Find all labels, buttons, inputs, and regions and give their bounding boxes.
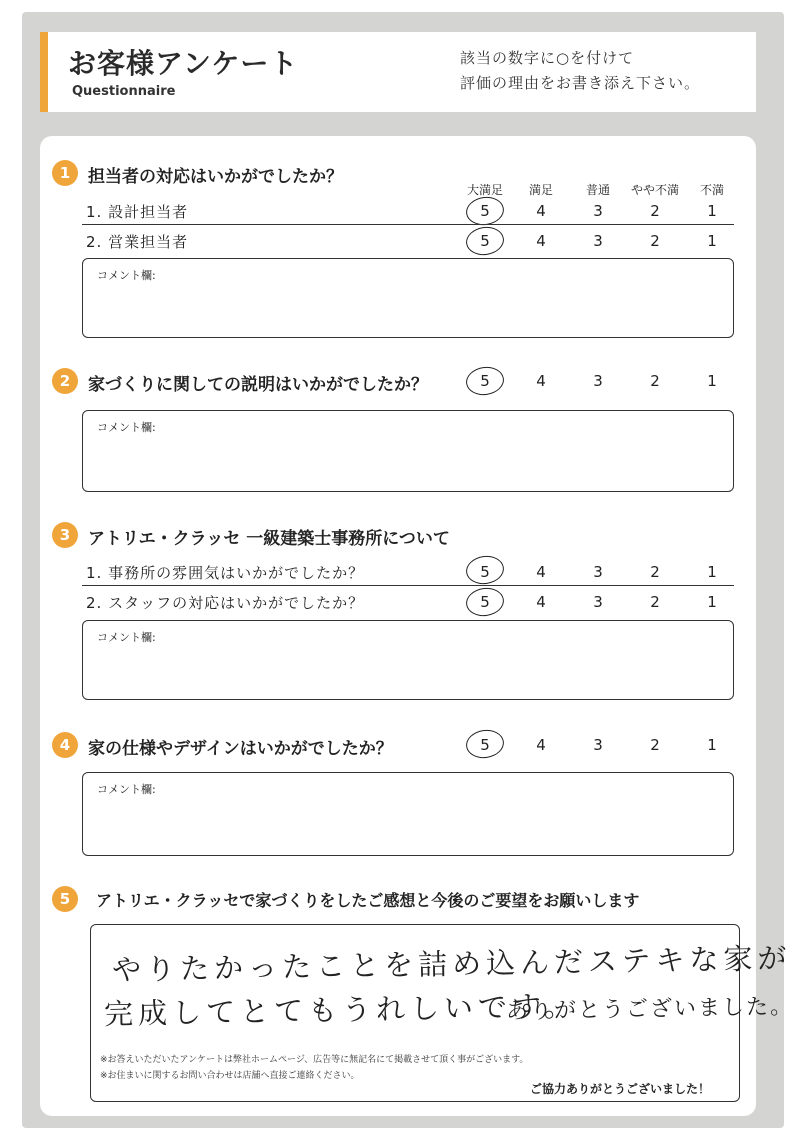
row-divider <box>82 585 734 586</box>
rating-option-4[interactable]: 4 <box>536 563 546 581</box>
rating-option-2[interactable]: 2 <box>650 593 660 611</box>
rating-option-5[interactable]: 5 <box>480 736 490 754</box>
instruction-line-1: 該当の数字に○を付けて <box>460 49 635 67</box>
comment-box-3[interactable] <box>82 620 734 700</box>
rating-option-1[interactable]: 1 <box>707 736 717 754</box>
comment-box-2[interactable] <box>82 410 734 492</box>
rating-option-1[interactable]: 1 <box>707 232 717 250</box>
question-1-item-1: 1. 設計担当者 <box>86 203 189 221</box>
rating-option-5[interactable]: 5 <box>480 372 490 390</box>
rating-option-5[interactable]: 5 <box>480 593 490 611</box>
question-3-text: アトリエ・クラッセ 一級建築士事務所について <box>88 529 450 549</box>
rating-option-3[interactable]: 3 <box>593 372 603 390</box>
instruction-line-2: 評価の理由をお書き添え下さい。 <box>460 74 701 92</box>
rating-option-1[interactable]: 1 <box>707 202 717 220</box>
rating-option-5[interactable]: 5 <box>480 232 490 250</box>
handwritten-answer-line-2: 完成してとてもうれしいです。 <box>103 988 578 1032</box>
rating-option-1[interactable]: 1 <box>707 372 717 390</box>
rating-option-4[interactable]: 4 <box>536 232 546 250</box>
header-accent-bar <box>40 32 48 112</box>
rating-option-2[interactable]: 2 <box>650 563 660 581</box>
question-1-text: 担当者の対応はいかがでしたか？ <box>88 167 343 187</box>
scale-label-very-satisfied: 大満足 <box>466 183 504 197</box>
rating-option-2[interactable]: 2 <box>650 202 660 220</box>
comment-label: コメント欄: <box>97 421 156 434</box>
question-number-5: 5 <box>52 886 78 912</box>
scale-label-somewhat-dissatisfied: やや不満 <box>630 183 680 197</box>
comment-box-1[interactable] <box>82 258 734 338</box>
handwritten-answer-line-1: やりたかったことを詰め込んだステキな家が <box>111 941 792 987</box>
rating-option-3[interactable]: 3 <box>593 202 603 220</box>
question-5-text: アトリエ・クラッセで家づくりをしたご感想と今後のご要望をお願いします <box>96 891 640 910</box>
page-subtitle: Questionnaire <box>72 84 176 99</box>
thanks-message: ご協力ありがとうございました！ <box>524 1080 716 1097</box>
rating-option-2[interactable]: 2 <box>650 232 660 250</box>
comment-label: コメント欄: <box>97 783 156 796</box>
question-number-4: 4 <box>52 732 78 758</box>
rating-option-4[interactable]: 4 <box>536 372 546 390</box>
question-1-item-2: 2. 営業担当者 <box>86 233 189 251</box>
footer-note-2: ※お住まいに関するお問い合わせは店舗へ直接ご連絡ください。 <box>100 1071 360 1081</box>
rating-option-3[interactable]: 3 <box>593 563 603 581</box>
scale-label-neutral: 普通 <box>585 183 611 197</box>
rating-option-3[interactable]: 3 <box>593 736 603 754</box>
scale-label-satisfied: 満足 <box>528 183 554 197</box>
rating-option-1[interactable]: 1 <box>707 563 717 581</box>
page-title: お客様アンケート <box>68 47 299 80</box>
rating-option-4[interactable]: 4 <box>536 202 546 220</box>
rating-option-2[interactable]: 2 <box>650 736 660 754</box>
question-number-2: 2 <box>52 368 78 394</box>
rating-option-1[interactable]: 1 <box>707 593 717 611</box>
question-number-3: 3 <box>52 522 78 548</box>
row-divider <box>82 224 734 225</box>
scale-label-dissatisfied: 不満 <box>699 183 725 197</box>
rating-option-4[interactable]: 4 <box>536 593 546 611</box>
question-2-text: 家づくりに関しての説明はいかがでしたか？ <box>88 375 428 395</box>
rating-option-3[interactable]: 3 <box>593 593 603 611</box>
rating-option-2[interactable]: 2 <box>650 372 660 390</box>
rating-option-3[interactable]: 3 <box>593 232 603 250</box>
question-number-1: 1 <box>52 160 78 186</box>
comment-label: コメント欄: <box>97 631 156 644</box>
footer-note-1: ※お答えいただいたアンケートは弊社ホームページ、広告等に無記名にて掲載させて頂く事がございます。 <box>100 1055 529 1065</box>
instructions <box>460 46 700 96</box>
question-3-item-2: 2. スタッフの対応はいかがでしたか？ <box>86 594 365 612</box>
comment-box-4[interactable] <box>82 772 734 856</box>
question-3-item-1: 1. 事務所の雰囲気はいかがでしたか？ <box>86 564 365 582</box>
header <box>40 32 756 112</box>
rating-option-5[interactable]: 5 <box>480 563 490 581</box>
comment-label: コメント欄: <box>97 269 156 282</box>
rating-option-5[interactable]: 5 <box>480 202 490 220</box>
handwritten-answer-line-3: ありがとうございました。 <box>505 994 795 1025</box>
question-4-text: 家の仕様やデザインはいかがでしたか？ <box>88 739 393 759</box>
rating-option-4[interactable]: 4 <box>536 736 546 754</box>
